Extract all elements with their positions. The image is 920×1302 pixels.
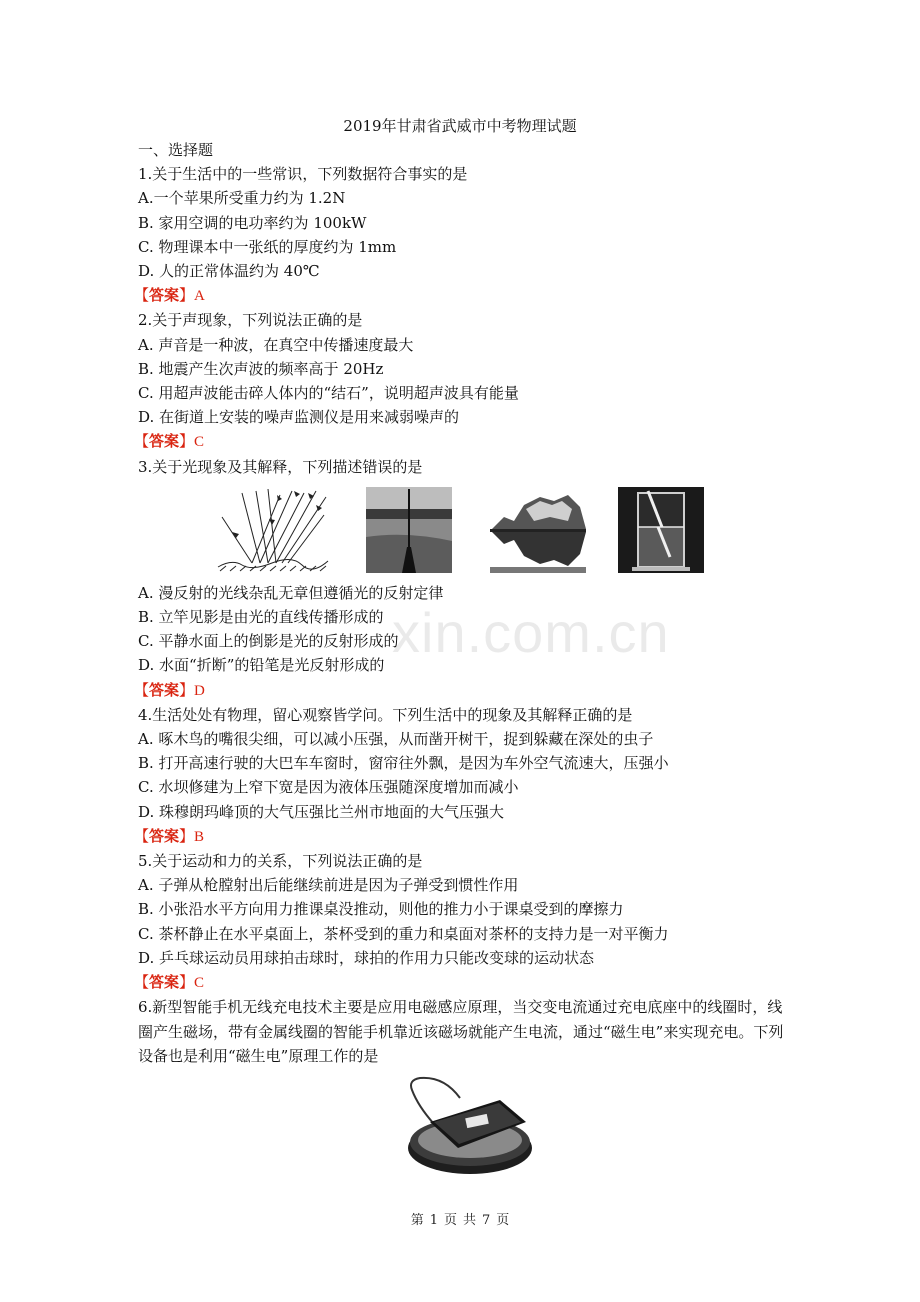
page-title: 2019年甘肃省武威市中考物理试题 [343,117,577,135]
footer-mid1: 页 [443,1213,457,1228]
question-3-option-a: A. 漫反射的光线杂乱无章但遵循光的反射定律 [138,583,444,602]
water-reflection-figure [490,487,586,573]
question-5-option-b: B. 小张沿水平方向用力推课桌没推动，则他的推力小于课桌受到的摩擦力 [138,900,624,919]
page-footer [0,1209,920,1228]
question-1-option-a: A.一个苹果所受重力约为 1.2N [138,189,346,208]
question-1-option-c: C. 物理课本中一张纸的厚度约为 1mm [138,237,397,256]
question-6-stem: 6.新型智能手机无线充电技术主要是应用电磁感应原理，当交变电流通过充电底座中的线圈时，线圈产生磁场，带有金属线圈的智能手机靠近该磁场就能产生电流，通过“磁生电”来实现充电。下列设备也是利用“磁生电”原理工作的是 [138,998,784,1065]
pole-shadow-figure [366,487,452,573]
footer-mid2: 共 [463,1213,477,1228]
question-5-option-c: C. 茶杯静止在水平桌面上，茶杯受到的重力和桌面对茶杯的支持力是一对平衡力 [138,924,669,943]
question-3-option-c: C. 平静水面上的倒影是光的反射形成的 [138,632,399,651]
question-3-stem: 3.关于光现象及其解释，下列描述错误的是 [138,457,423,476]
pencil-in-water-figure [618,487,704,573]
question-3-answer: 【答案】D [134,680,205,699]
question-5-option-a: A. 子弹从枪膛射出后能继续前进是因为子弹受到惯性作用 [138,876,519,895]
question-3-option-b: B. 立竿见影是由光的直线传播形成的 [138,608,384,627]
question-5-stem: 5.关于运动和力的关系，下列说法正确的是 [138,852,423,871]
question-2-option-d: D. 在街道上安装的噪声监测仪是用来减弱噪声的 [138,408,460,427]
footer-page-number: 1 [429,1213,438,1228]
footer-total-pages: 7 [482,1213,491,1228]
question-1-stem: 1.关于生活中的一些常识，下列数据符合事实的是 [138,165,468,184]
question-5-answer: 【答案】C [134,973,205,992]
question-2-option-a: A. 声音是一种波，在真空中传播速度最大 [138,335,414,354]
question-1-option-d: D. 人的正常体温约为 40℃ [138,262,320,281]
question-4-option-d: D. 珠穆朗玛峰顶的大气压强比兰州市地面的大气压强大 [138,802,505,821]
question-2-stem: 2.关于声现象，下列说法正确的是 [138,311,363,330]
question-5-option-d: D. 乒乓球运动员用球拍击球时，球拍的作用力只能改变球的运动状态 [138,948,595,967]
question-2-option-b: B. 地震产生次声波的频率高于 20Hz [138,359,384,378]
question-3-figures [138,483,788,579]
footer-suffix: 页 [496,1213,510,1228]
watermark: xin.com.cn [392,601,670,664]
section-heading: 一、选择题 [138,141,214,159]
question-2-option-c: C. 用超声波能击碎人体内的“结石”，说明超声波具有能量 [138,384,519,403]
wireless-charger-figure [138,1076,788,1180]
question-4-answer: 【答案】B [134,826,205,845]
question-1-answer: 【答案】A [134,286,205,305]
footer-prefix: 第 [410,1213,424,1228]
question-4-option-c: C. 水坝修建为上窄下宽是因为液体压强随深度增加而减小 [138,778,519,797]
exam-content [134,138,788,1180]
question-2-answer: 【答案】C [134,432,205,451]
diffuse-reflection-figure [212,487,332,573]
question-4-option-a: A. 啄木鸟的嘴很尖细，可以减小压强，从而凿开树干，捉到躲藏在深处的虫子 [138,730,654,749]
question-4-option-b: B. 打开高速行驶的大巴车车窗时，窗帘往外飘，是因为车外空气流速大，压强小 [138,754,669,773]
question-4-stem: 4.生活处处有物理，留心观察皆学问。下列生活中的现象及其解释正确的是 [138,705,633,724]
question-3-option-d: D. 水面“折断”的铅笔是光反射形成的 [138,656,385,675]
question-1-option-b: B. 家用空调的电功率约为 100kW [138,213,367,232]
